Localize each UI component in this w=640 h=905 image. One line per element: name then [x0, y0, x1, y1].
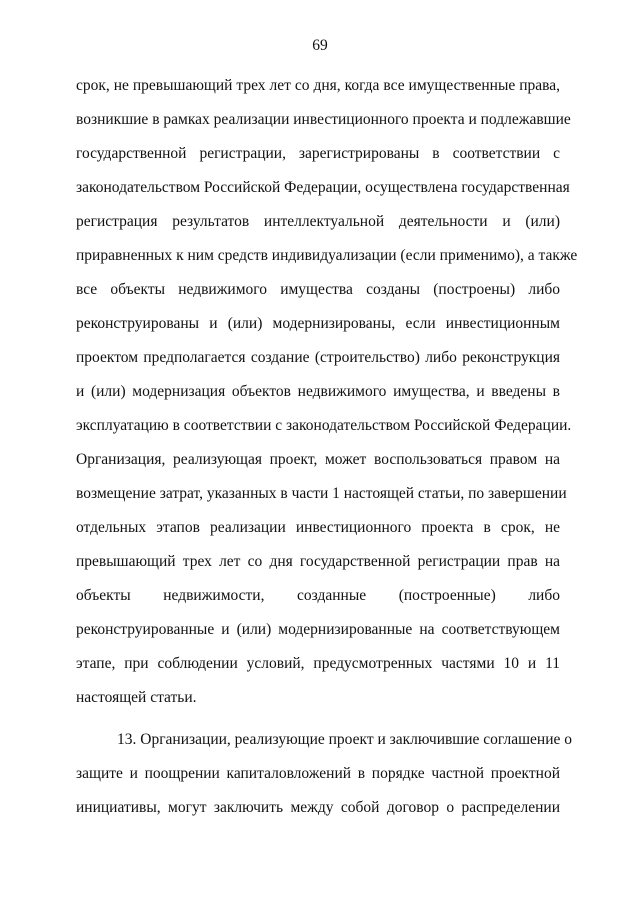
- text-line: эксплуатацию в соответствии с законодательством Российской Федерации.: [76, 417, 572, 434]
- text-line: реконструированы и (или) модернизированы, если инвестиционным: [76, 315, 560, 332]
- text-line: регистрация результатов интеллектуальной деятельности и (или): [76, 213, 560, 230]
- text-line: защите и поощрении капиталовложений в порядке частной проектной: [76, 765, 560, 782]
- text-line: срок, не превышающий трех лет со дня, когда все имущественные права,: [76, 77, 560, 94]
- text-line: возмещение затрат, указанных в части 1 настоящей статьи, по завершении: [76, 485, 567, 502]
- text-line: законодательством Российской Федерации, осуществлена государственная: [76, 179, 570, 196]
- text-line: этапе, при соблюдении условий, предусмотренных частями 10 и 11: [76, 655, 560, 672]
- text-line: отдельных этапов реализации инвестиционного проекта в срок, не: [76, 519, 560, 536]
- text-line: 13. Организации, реализующие проект и заключившие соглашение о: [117, 731, 573, 748]
- text-line: все объекты недвижимого имущества созданы (построены) либо: [76, 281, 560, 298]
- text-line: и (или) модернизация объектов недвижимого имущества, и введены в: [76, 383, 560, 400]
- text-line: настоящей статьи.: [76, 689, 197, 706]
- text-line: инициативы, могут заключить между собой договор о распределении: [76, 799, 560, 816]
- page-number: 69: [312, 37, 328, 54]
- text-line: проектом предполагается создание (строительство) либо реконструкция: [76, 349, 560, 366]
- text-line: государственной регистрации, зарегистрированы в соответствии с: [76, 145, 560, 162]
- text-line: возникшие в рамках реализации инвестиционного проекта и подлежавшие: [76, 111, 571, 128]
- text-line: Организация, реализующая проект, может воспользоваться правом на: [76, 451, 560, 468]
- text-line: объекты недвижимости, созданные (построенные) либо: [76, 587, 560, 604]
- text-line: реконструированные и (или) модернизированные на соответствующем: [76, 621, 560, 638]
- text-line: превышающий трех лет со дня государственной регистрации прав на: [76, 553, 560, 570]
- text-line: приравненных к ним средств индивидуализации (если применимо), а также: [76, 247, 578, 264]
